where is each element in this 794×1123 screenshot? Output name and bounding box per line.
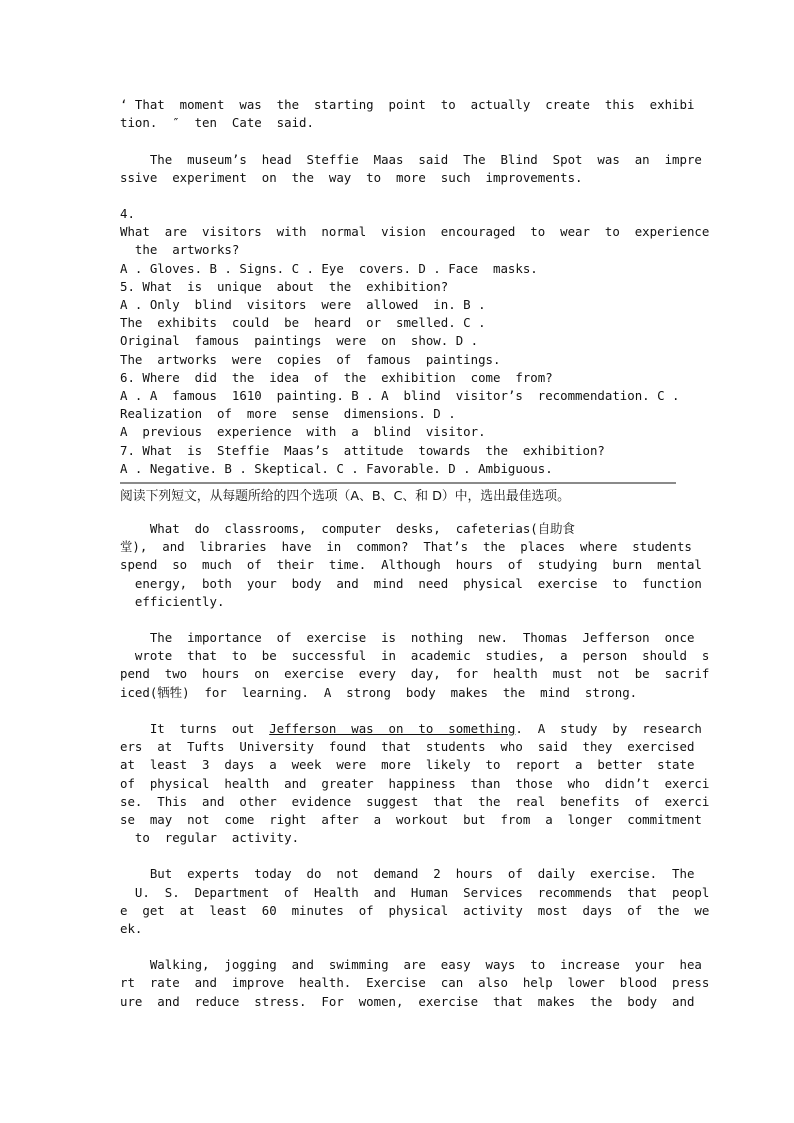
text-line: ek. <box>120 920 143 936</box>
text-line: rt rate and improve health. Exercise can also help lower blood press <box>120 975 710 991</box>
text-line: iced(牺牲) for learning. A strong body makes the mind strong. <box>120 684 638 700</box>
section-instruction: 阅读下列短文，从每题所给的四个选项（A、B、C、和 D）中，选出最佳选项。 <box>120 489 570 505</box>
question-line: 5. What is unique about the exhibition? <box>120 278 449 294</box>
question-line: A . Negative. B . Skeptical. C . Favorable. D . Ambiguous. <box>120 460 553 476</box>
text-line: U. S. Department of Health and Human Services recommends that peopl <box>120 884 710 900</box>
section-divider <box>120 482 676 484</box>
text-line: But experts today do not demand 2 hours of daily exercise. The <box>120 866 695 882</box>
question-line: A previous experience with a blind visitor. <box>120 424 486 440</box>
spacer <box>120 611 676 629</box>
text-line: pend two hours on exercise every day, for health must not be sacrif <box>120 666 710 682</box>
text-line: spend so much of their time. Although hours of studying burn mental <box>120 557 702 573</box>
question-line: Original famous paintings were on show. D . <box>120 333 479 349</box>
questions-block <box>120 205 710 478</box>
text-segment: . A study by research <box>515 720 702 736</box>
text-line <box>120 132 676 150</box>
spacer <box>120 508 676 520</box>
spacer <box>120 702 676 720</box>
text-line: tion. ″ ten Cate said. <box>120 115 314 131</box>
passage2-paragraph-1 <box>120 520 702 611</box>
question-line: The artworks were copies of famous paintings. <box>120 351 501 367</box>
spacer <box>120 187 676 205</box>
text-line: energy, both your body and mind need physical exercise to function <box>120 575 702 591</box>
text-line: The museum’s head Steffie Maas said The Blind Spot was an impre <box>120 151 702 167</box>
text-line <box>120 720 702 738</box>
text-line: se may not come right after a workout but from a longer commitment <box>120 811 702 827</box>
spacer <box>120 847 676 865</box>
text-line: ure and reduce stress. For women, exercise that makes the body and <box>120 993 695 1009</box>
passage2-paragraph-4 <box>120 865 710 938</box>
passage2-paragraph-5 <box>120 956 710 1011</box>
text-line: at least 3 days a week were more likely to report a better state <box>120 757 695 773</box>
text-line: ‘ That moment was the starting point to actually create this exhibi <box>120 97 695 112</box>
text-line: efficiently. <box>120 593 225 609</box>
text-line: Walking, jogging and swimming are easy ways to increase your hea <box>120 957 702 973</box>
question-line: the artworks? <box>120 242 240 258</box>
question-line: The exhibits could be heard or smelled. C . <box>120 315 486 331</box>
text-line: ssive experiment on the way to more such improvements. <box>120 169 583 185</box>
question-line: A . A famous 1610 painting. B . A blind visitor’s recommendation. C . <box>120 388 680 404</box>
question-line: 4. <box>120 206 135 222</box>
question-line: What are visitors with normal vision encouraged to wear to experience <box>120 224 710 240</box>
text-line: ers at Tufts University found that students who said they exercised <box>120 739 695 755</box>
passage1 <box>120 96 702 187</box>
spacer <box>120 938 676 956</box>
text-line: to regular activity. <box>120 830 300 846</box>
question-line: A . Gloves. B . Signs. C . Eye covers. D . Face masks. <box>120 260 538 276</box>
text-line: wrote that to be successful in academic studies, a person should s <box>120 648 710 664</box>
text-line: The importance of exercise is nothing new. Thomas Jefferson once <box>120 630 695 646</box>
text-line: e get at least 60 minutes of physical activity most days of the we <box>120 902 710 918</box>
text-segment: It turns out <box>120 720 270 736</box>
question-line: 6. Where did the idea of the exhibition come from? <box>120 369 553 385</box>
text-line: 堂), and libraries have in common? That’s the places where students <box>120 539 692 555</box>
question-line: 7. What is Steffie Maas’s attitude towards the exhibition? <box>120 442 605 458</box>
document-page <box>120 96 710 1011</box>
text-line: se. This and other evidence suggest that the real benefits of exerci <box>120 793 710 809</box>
question-line: A . Only blind visitors were allowed in. B . <box>120 297 486 313</box>
underlined-phrase: Jefferson was on to something <box>269 720 516 736</box>
text-line: of physical health and greater happiness than those who didn’t exerci <box>120 775 710 791</box>
text-line: What do classrooms, computer desks, cafeterias(自助食 <box>120 521 575 537</box>
question-line: Realization of more sense dimensions. D . <box>120 406 456 422</box>
passage2-paragraph-2 <box>120 629 710 702</box>
passage2-paragraph-3 <box>120 720 710 847</box>
